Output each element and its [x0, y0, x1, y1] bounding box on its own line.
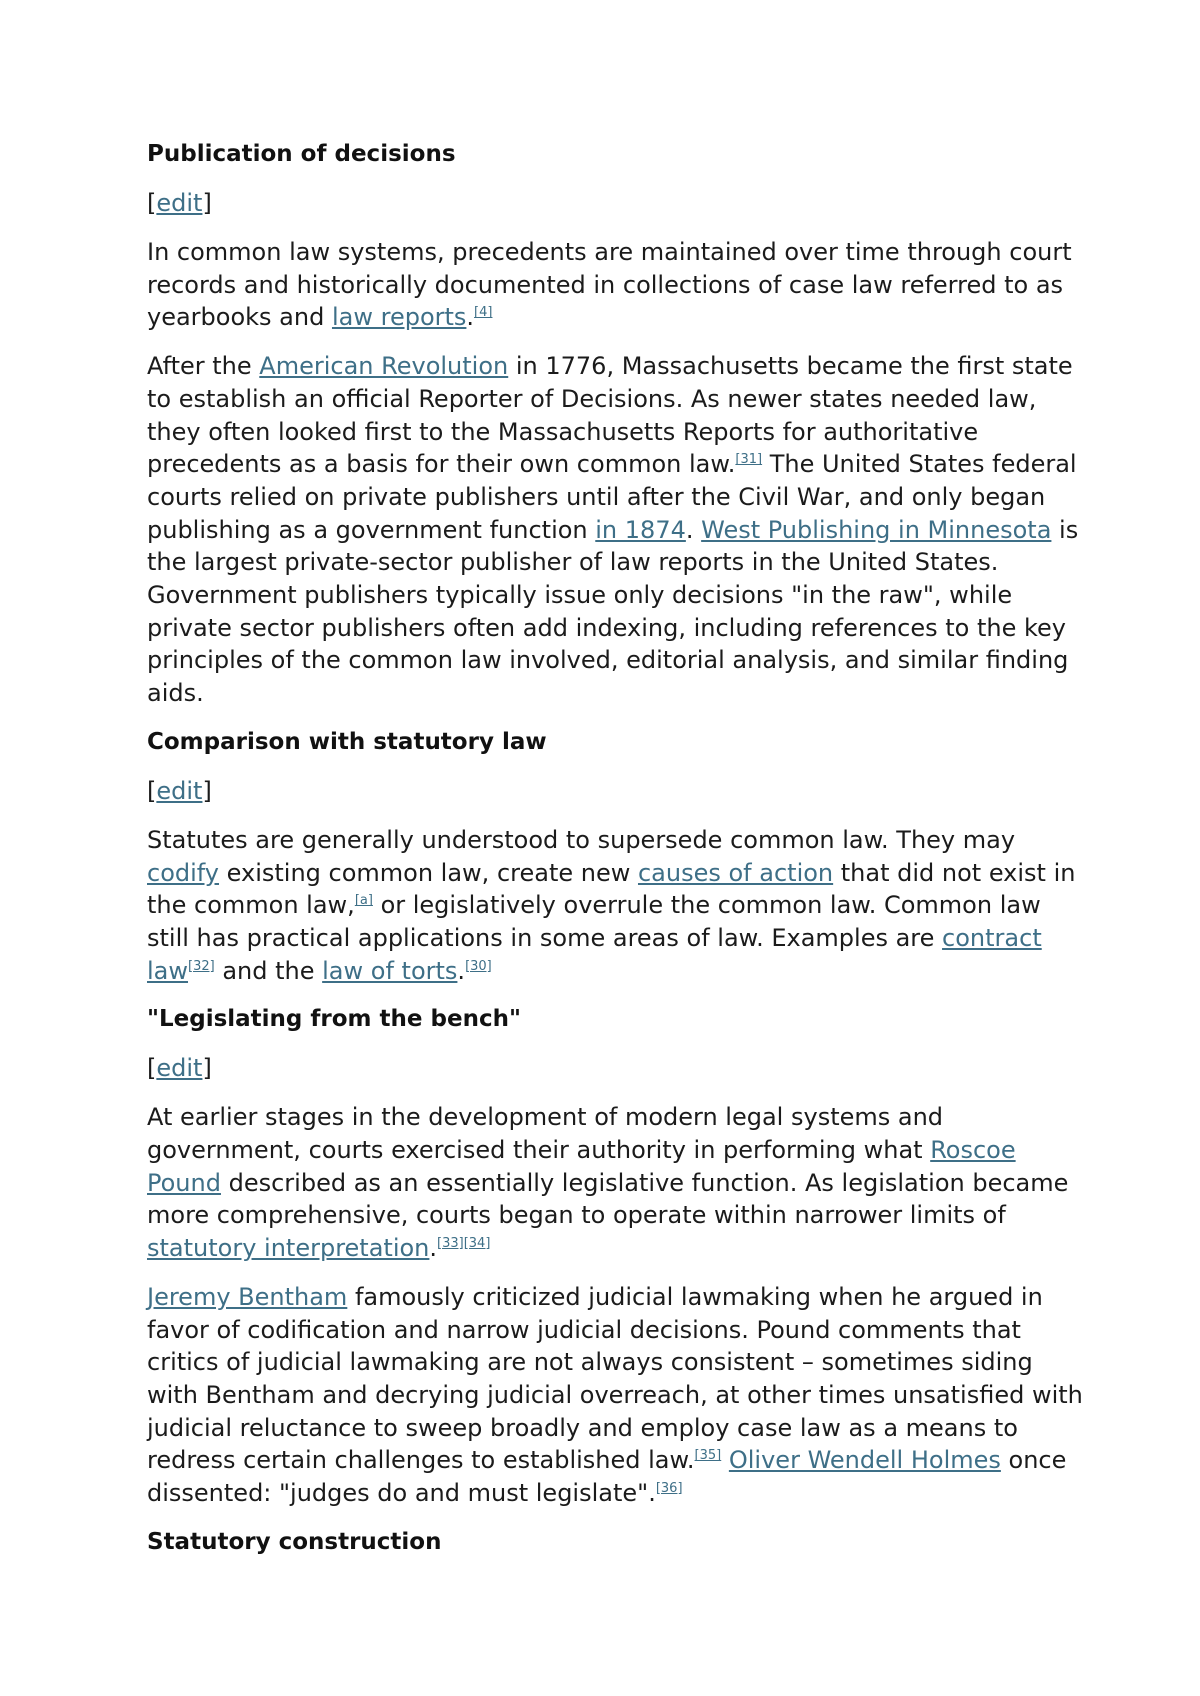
citation-ref — [188, 959, 215, 974]
citation-ref — [355, 893, 373, 908]
citation-link[interactable]: [30] — [465, 958, 492, 974]
section-heading-comparison-with-statutory-law: Comparison with statutory law — [147, 728, 547, 755]
wiki-link-oliver-wendell-holmes[interactable]: Oliver Wendell Holmes — [728, 1446, 1001, 1475]
paragraph-text — [721, 1446, 729, 1474]
section-heading-publication-of-decisions: Publication of decisions — [147, 141, 456, 167]
paragraph — [147, 1281, 1087, 1510]
edit-section: [edit] — [147, 189, 212, 217]
paragraph-text: Statutes are generally understood to supersede common law. They may — [147, 825, 1016, 854]
wiki-link-american-revolution[interactable]: American Revolution — [259, 352, 509, 381]
wiki-link-in-1874[interactable]: in 1874 — [595, 515, 686, 544]
paragraph-text: or legislatively overrule the common law. Common law still has practical applications in some areas of law. Examples are — [147, 891, 1041, 952]
paragraph — [147, 824, 1087, 988]
section-heading-statutory-construction: Statutory construction — [147, 1528, 442, 1555]
paragraph-text: that did not exist in the common law, — [147, 858, 1076, 920]
citation-link[interactable]: [35] — [694, 1448, 722, 1464]
paragraph-text: existing common law, create new — [219, 858, 638, 887]
paragraph-text: described as an essentially legislative function. As legislation became more comprehensive, courts began to operate within narrower limits of — [147, 1168, 1069, 1230]
citation-link[interactable]: [4] — [474, 305, 493, 321]
wiki-link-codify[interactable]: codify — [147, 858, 220, 887]
paragraph-text: . — [466, 303, 475, 332]
paragraph-text: in 1776, Massachusetts became the first state to establish an official Reporter of Decisions. As newer states needed law, they often looked first to the Massachusetts Reports for authoritative precedents as a basis for their own common law. — [147, 352, 1073, 479]
citation-link[interactable]: [36] — [655, 1481, 683, 1497]
wiki-link-west-publishing-in-minnesota[interactable]: West Publishing in Minnesota — [701, 515, 1052, 544]
wiki-link-roscoe-pound[interactable]: Roscoe Pound — [147, 1136, 1016, 1197]
paragraph-text: After the — [147, 352, 260, 381]
citation-link[interactable]: [32] — [188, 958, 215, 974]
citation-ref — [656, 1481, 683, 1496]
paragraph-text: . — [685, 515, 702, 544]
paragraph-text: At earlier stages in the development of modern legal systems and government, courts exercised their authority in performing what — [147, 1103, 944, 1165]
paragraph-text: famously criticized judicial lawmaking when he argued in favor of codification and narrow judicial decisions. Pound comments that critics of judicial lawmaking are not always consistent – sometimes siding with Bentham and decrying judicial overreach, at other times unsatisfied with judicial reluctance to sweep broadly and employ case law as a means to redress certain challenges to established law. — [147, 1282, 1083, 1475]
citation-ref — [464, 1236, 491, 1251]
edit-link[interactable]: edit — [156, 1054, 203, 1083]
paragraph-text: . — [429, 1234, 438, 1263]
citation-ref — [735, 452, 762, 467]
citation-link[interactable]: [31] — [735, 452, 763, 468]
citation-ref — [474, 305, 492, 320]
wiki-link-statutory-interpretation[interactable]: statutory interpretation — [147, 1234, 430, 1263]
paragraph-text: once dissented: "judges do and must legislate". — [147, 1446, 1067, 1508]
paragraph — [147, 1101, 1087, 1265]
paragraph — [147, 236, 1087, 334]
citation-ref — [695, 1448, 722, 1463]
edit-link[interactable]: edit — [156, 189, 203, 217]
wiki-link-law-of-torts[interactable]: law of torts — [322, 956, 458, 985]
paragraph-text: is the largest private-sector publisher of law reports in the United States. Government publishers typically issue only decisions "in the raw", while private sector publishers often add indexing, including references to the key principles of the common law involved, editorial analysis, and similar finding aids. — [147, 515, 1079, 708]
citation-ref — [437, 1236, 464, 1251]
citation-ref — [465, 959, 492, 974]
edit-section: [edit] — [147, 776, 212, 805]
paragraph-text: and the — [214, 956, 323, 985]
paragraph-text: . — [457, 956, 466, 985]
wiki-link-causes-of-action[interactable]: causes of action — [637, 858, 834, 887]
citation-link[interactable]: [33] — [437, 1236, 464, 1252]
citation-link[interactable]: [34] — [463, 1236, 491, 1252]
edit-link[interactable]: edit — [156, 776, 203, 805]
wiki-link-jeremy-bentham[interactable]: Jeremy Bentham — [147, 1282, 348, 1311]
citation-link[interactable]: [a] — [354, 893, 373, 909]
section-heading-legislating-from-the-bench: "Legislating from the bench" — [147, 1006, 521, 1033]
wiki-link-contract-law[interactable]: contract law — [147, 923, 1042, 985]
paragraph — [147, 350, 1087, 710]
paragraph-text: In common law systems, precedents are maintained over time through court records and historically documented in collections of case law referred to as yearbooks and — [147, 238, 1072, 332]
edit-section: [edit] — [147, 1054, 212, 1083]
wiki-link-law-reports[interactable]: law reports — [331, 303, 467, 332]
paragraph-text: The United States federal courts relied on private publishers until after the Civil War, and only began publishing as a government function — [147, 450, 1077, 544]
article-content — [147, 138, 1087, 1575]
